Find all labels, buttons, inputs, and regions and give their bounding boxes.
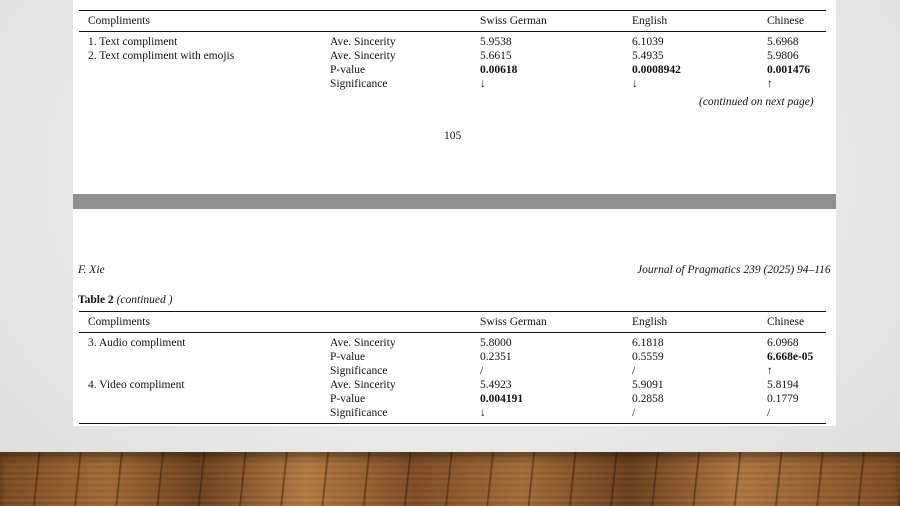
table-caption-label: Table 2 [78,294,114,306]
table-cell-english: 6.1039 [632,36,664,48]
table-cell-swiss-german: ↓ [480,407,486,419]
table-row-measure: Significance [330,365,388,377]
table-cell-chinese: 6.668e-05 [767,351,814,363]
header-compliments: Compliments [88,316,150,328]
document-page-bottom [73,209,836,426]
table-row-item: 4. Video compliment [88,379,185,391]
table-row-measure: P-value [330,64,366,76]
header-rule [79,31,826,32]
page-number: 105 [444,130,462,142]
table-row-measure: Ave. Sincerity [330,379,396,391]
document-page-top [73,0,836,194]
header-swiss-german: Swiss German [480,316,547,328]
running-head-author: F. Xie [78,264,105,276]
table-cell-chinese: 6.0968 [767,337,799,349]
running-head-journal: Journal of Pragmatics 239 (2025) 94–116 [637,264,831,276]
table-caption [78,294,172,307]
table-cell-english: 0.5559 [632,351,664,363]
table-cell-swiss-german: 0.00618 [480,64,518,76]
table-row-measure: P-value [330,393,366,405]
table-cell-swiss-german: 0.004191 [480,393,524,405]
table-top-rule [79,10,826,11]
table-caption-note: (continued ) [116,294,173,306]
table-cell-english: / [632,407,636,419]
header-english: English [632,15,668,27]
table-cell-swiss-german: 5.4923 [480,379,512,391]
table-cell-chinese: 0.1779 [767,393,799,405]
table-row-item: 3. Audio compliment [88,337,186,349]
table-row-measure: Ave. Sincerity [330,36,396,48]
table-bottom-rule [79,423,826,424]
table-cell-chinese: 0.001476 [767,64,811,76]
table-row-measure: Significance [330,407,388,419]
header-swiss-german: Swiss German [480,15,547,27]
header-rule [79,332,826,333]
header-compliments: Compliments [88,15,150,27]
wooden-floor-background [0,452,900,506]
table-cell-english: 0.2858 [632,393,664,405]
table-cell-swiss-german: 5.9538 [480,36,512,48]
table-row-measure: Ave. Sincerity [330,50,396,62]
table-cell-chinese: 5.9806 [767,50,799,62]
table-cell-english: 0.0008942 [632,64,681,76]
table-cell-english: 6.1818 [632,337,664,349]
table-cell-swiss-german: / [480,365,484,377]
table-row-item: 1. Text compliment [88,36,178,48]
table-cell-chinese: / [767,407,771,419]
page-separator [73,194,836,209]
table-cell-chinese: ↑ [767,365,773,377]
table-cell-swiss-german: ↓ [480,78,486,90]
table-cell-chinese: ↑ [767,78,773,90]
table-cell-english: / [632,365,636,377]
table-row-measure: P-value [330,351,366,363]
header-chinese: Chinese [767,15,805,27]
table-cell-chinese: 5.6968 [767,36,799,48]
table-row-measure: Ave. Sincerity [330,337,396,349]
table-row-measure: Significance [330,78,388,90]
table-cell-chinese: 5.8194 [767,379,799,391]
table-cell-english: 5.9091 [632,379,664,391]
table-cell-english: 5.4935 [632,50,664,62]
table-cell-swiss-german: 5.6615 [480,50,512,62]
table-cell-english: ↓ [632,78,638,90]
table-cell-swiss-german: 0.2351 [480,351,512,363]
table-top-rule [79,311,826,312]
table-row-item: 2. Text compliment with emojis [88,50,235,62]
header-english: English [632,316,668,328]
header-chinese: Chinese [767,316,805,328]
continued-note: (continued on next page) [699,96,814,108]
table-cell-swiss-german: 5.8000 [480,337,512,349]
